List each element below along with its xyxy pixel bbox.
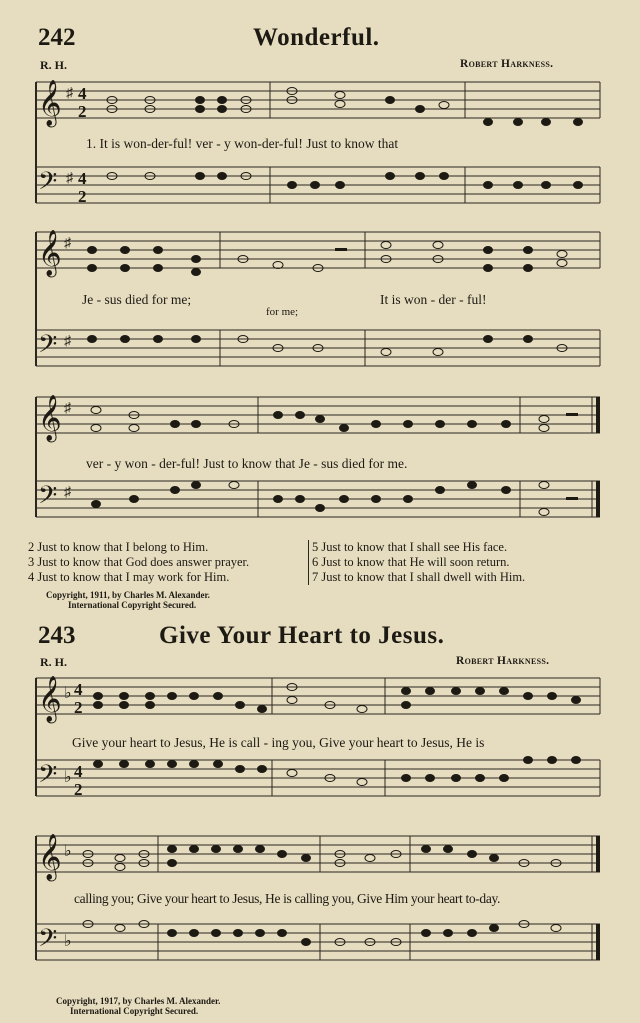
- verse-line: 5 Just to know that I shall see His face.: [312, 540, 508, 554]
- svg-text:♭: ♭: [64, 769, 72, 786]
- hymn-title: Give Your Heart to Jesus.: [159, 622, 445, 649]
- svg-text:2: 2: [78, 102, 87, 121]
- lyrics-line: 1. It is won-der-ful! ver - y won-der-ful! Just to know that: [86, 136, 399, 151]
- copyright-notice: [46, 590, 210, 610]
- svg-text:𝄢: 𝄢: [38, 167, 58, 202]
- lyrics-line: ver - y won - der-ful! Just to know that Je - sus died for me.: [86, 456, 408, 471]
- svg-text:2: 2: [78, 187, 87, 206]
- verse-line: 3 Just to know that God does answer prayer.: [28, 555, 250, 569]
- svg-text:𝄢: 𝄢: [38, 330, 58, 365]
- copyright-line: Copyright, 1911, by Charles M. Alexander.: [46, 590, 210, 600]
- verse-list-left: [28, 540, 249, 585]
- hymn-number: 243: [38, 622, 76, 649]
- lyrics-line-alt: for me;: [266, 306, 299, 318]
- svg-text:𝄞: 𝄞: [38, 676, 62, 722]
- copyright-line: International Copyright Secured.: [68, 600, 197, 610]
- verse-line: 4 Just to know that I may work for Him.: [28, 570, 230, 584]
- svg-text:♯: ♯: [64, 236, 71, 251]
- author-initials: R. H.: [40, 655, 67, 669]
- verse-line: 2 Just to know that I belong to Him.: [28, 540, 209, 554]
- svg-text:♭: ♭: [64, 685, 72, 702]
- svg-text:𝄞: 𝄞: [38, 834, 62, 880]
- svg-text:𝄞: 𝄞: [38, 80, 62, 126]
- verse-line: 7 Just to know that I shall dwell with Him.: [312, 570, 526, 584]
- svg-text:𝄢: 𝄢: [38, 481, 58, 516]
- svg-text:𝄢: 𝄢: [38, 760, 58, 795]
- copyright-line: Copyright, 1917, by Charles M. Alexander.: [56, 996, 221, 1006]
- svg-text:4: 4: [78, 169, 87, 188]
- svg-text:𝄢: 𝄢: [38, 924, 58, 959]
- hymn-title: Wonderful.: [253, 24, 380, 51]
- lyrics-line: It is won - der - ful!: [380, 292, 487, 307]
- verse-list-right: [312, 540, 525, 585]
- svg-text:♯: ♯: [64, 334, 71, 349]
- svg-text:2: 2: [74, 698, 83, 717]
- author-initials: R. H.: [40, 58, 67, 72]
- svg-text:𝄞: 𝄞: [38, 230, 62, 276]
- lyrics-line: Give your heart to Jesus, He is call - ing you, Give your heart to Jesus, He is: [72, 735, 485, 750]
- lyrics-line: calling you; Give your heart to Jesus, He is calling you, Give Him your heart to-day.: [74, 891, 501, 906]
- svg-text:♯: ♯: [66, 86, 73, 101]
- svg-text:4: 4: [74, 680, 83, 699]
- svg-text:♯: ♯: [66, 171, 73, 186]
- svg-text:4: 4: [74, 762, 83, 781]
- copyright-notice: [56, 996, 220, 1016]
- svg-text:𝄞: 𝄞: [38, 395, 62, 441]
- composer-credit: Robert Harkness.: [456, 655, 550, 667]
- svg-text:♯: ♯: [64, 401, 71, 416]
- hymn-number: 242: [38, 24, 76, 51]
- copyright-line: International Copyright Secured.: [70, 1006, 199, 1016]
- treble-staff: [36, 82, 600, 118]
- svg-text:♯: ♯: [64, 485, 71, 500]
- verse-divider: [308, 540, 309, 585]
- svg-text:4: 4: [78, 84, 87, 103]
- svg-text:2: 2: [74, 780, 83, 799]
- verse-line: 6 Just to know that He will soon return.: [312, 555, 510, 569]
- composer-credit: Robert Harkness.: [460, 58, 554, 70]
- svg-text:♭: ♭: [64, 843, 72, 860]
- lyrics-line: Je - sus died for me;: [82, 292, 192, 307]
- svg-text:♭: ♭: [64, 933, 72, 950]
